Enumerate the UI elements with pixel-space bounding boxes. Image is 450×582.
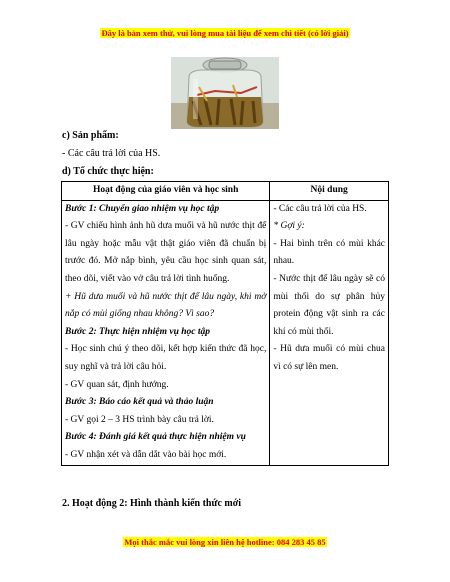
step2-text2: - GV quan sát, định hướng. — [65, 379, 169, 390]
table-row — [62, 200, 389, 465]
step4-text: - GV nhận xét và dẫn dắt vào bài học mới. — [65, 449, 227, 460]
preview-banner-text: Đây là bản xem thử, vui lòng mua tài liệu để xem chi tiết (có lời giải) — [101, 28, 349, 38]
step4-title: Bước 4: Đánh giá kết quả thực hiện nhiệm vụ — [65, 432, 246, 443]
product-item: - Các câu trả lời của HS. — [62, 148, 161, 159]
step1-text: - GV chiếu hình ảnh hũ dưa muối và hũ nước thịt để lâu ngày hoặc mẫu vật thật giáo viên đã chuẩn bị trước đó. Mở nắp bình, yêu cầu học sinh quan sát, theo dõi, viết vào vở câu trả lời tình huống. — [65, 221, 267, 284]
hint-label: * Gợi ý: — [273, 221, 305, 232]
hint-2: - Nước thịt để lâu ngày sẽ có mùi thối do sự phân hủy protein động vật sinh ra các khí có mùi thối. — [273, 273, 385, 337]
content-header: Nội dung — [270, 182, 389, 201]
activity-cell — [62, 200, 270, 465]
step1-title: Bước 1: Chuyển giao nhiệm vụ học tập — [65, 203, 220, 214]
teacher-student-activity-header: Hoạt động của giáo viên và học sinh — [62, 182, 270, 201]
step2-title: Bước 2: Thực hiện nhiệm vụ học tập — [65, 326, 211, 337]
hotline-banner-text: Mọi thắc mắc vui lòng xin liên hệ hotline: 084 283 45 85 — [124, 537, 326, 547]
step2-text1: - Học sinh chú ý theo dõi, kết hợp kiến thức đã học, suy nghĩ và trả lời câu hỏi. — [65, 344, 267, 372]
step3-title: Bước 3: Báo cáo kết quả và thảo luận — [65, 397, 214, 408]
hint-3: - Hũ dưa muối có mùi chua vì có sự lên men. — [273, 344, 385, 372]
content-cell — [270, 200, 389, 465]
hotline-banner — [0, 537, 450, 547]
jar-illustration — [171, 57, 279, 129]
preview-banner — [0, 28, 450, 38]
organization-heading: d) Tổ chức thực hiện: — [62, 166, 154, 177]
hint-1: - Hai bình trên có mùi khác nhau. — [273, 238, 385, 267]
table-header-row — [62, 182, 389, 201]
activity-table — [61, 181, 389, 466]
step3-text: - GV gọi 2 – 3 HS trình bày câu trả lời. — [65, 414, 214, 425]
activity-2-heading: 2. Hoạt động 2: Hình thành kiến thức mới — [62, 498, 242, 509]
product-heading: c) Sản phẩm: — [62, 130, 119, 141]
step1-question: + Hũ dưa muối và hũ nước thịt để lâu ngày, khi mở nắp có mùi giống nhau không? Vì sao? — [65, 291, 267, 320]
answers-line: - Các câu trả lời của HS. — [273, 203, 367, 214]
pickle-jar-photo — [171, 57, 279, 129]
